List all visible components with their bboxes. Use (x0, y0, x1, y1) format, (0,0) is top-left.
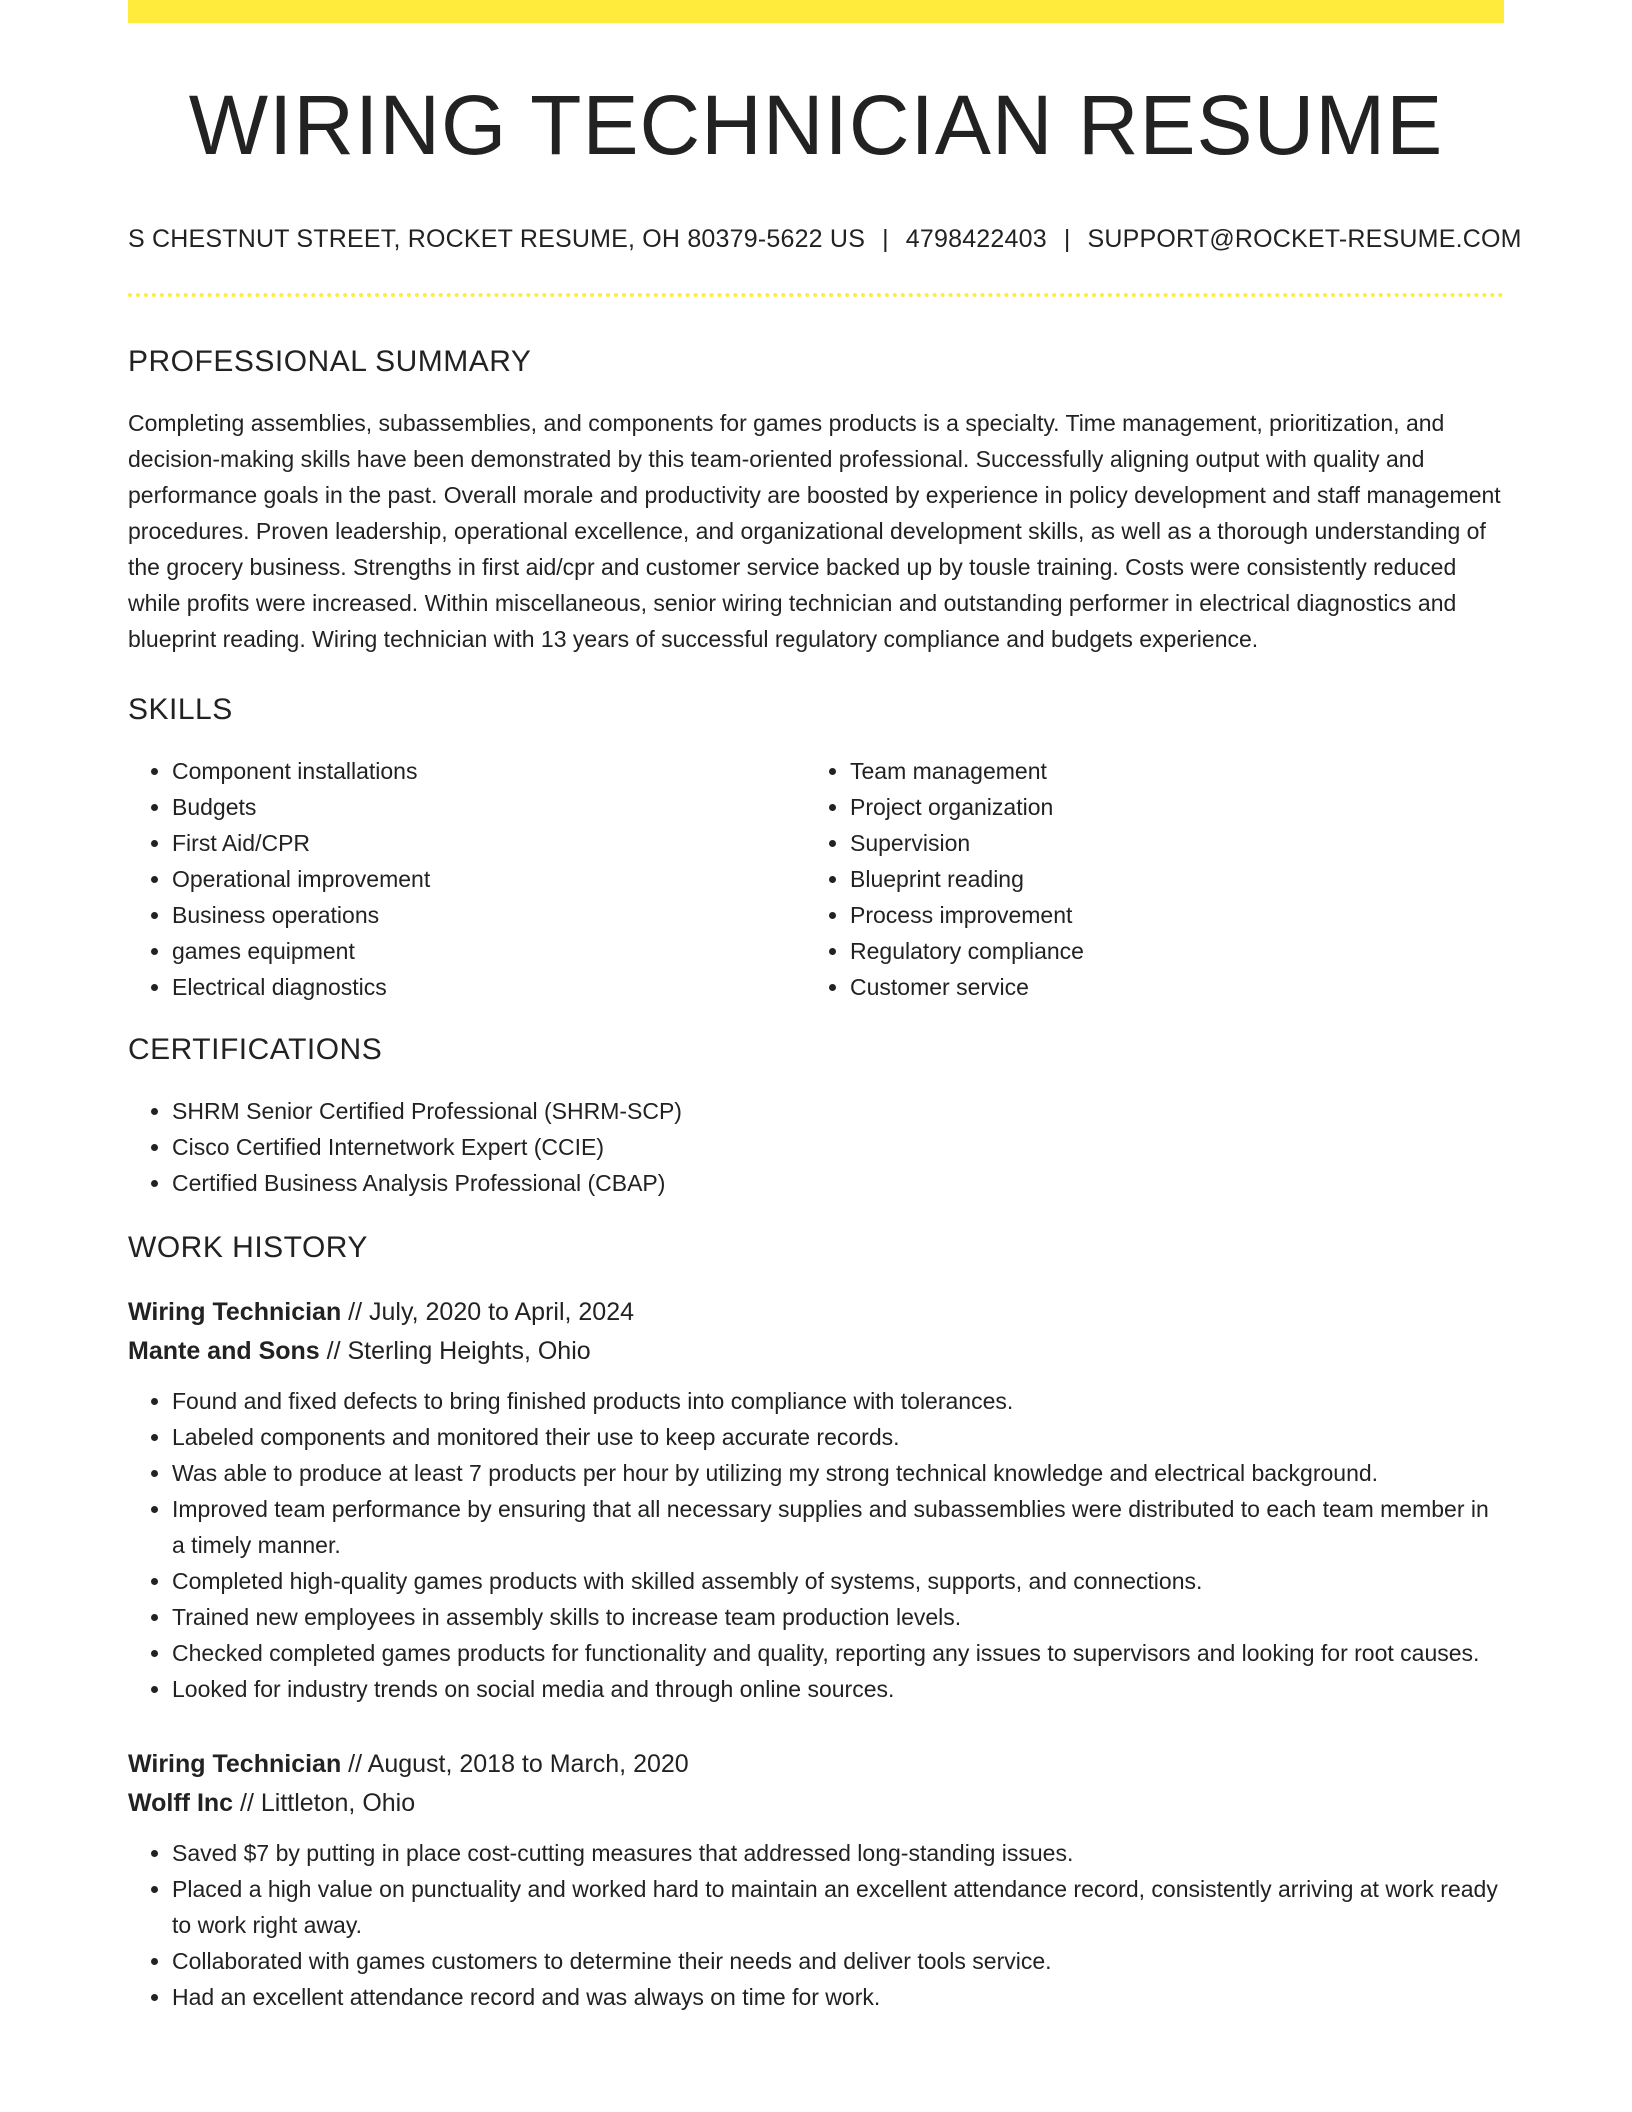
skill-item: • Customer service (850, 969, 1484, 1005)
job-entry (128, 1745, 1504, 2015)
job-role: Wiring Technician (128, 1298, 342, 1326)
contact-separator: | (882, 225, 889, 253)
certification-item: • Certified Business Analysis Professional (CBAP) (172, 1165, 1504, 1201)
job-location: // Sterling Heights, Ohio (319, 1337, 591, 1365)
skill-item: • Budgets (172, 789, 806, 825)
skills-column-left (128, 753, 806, 1005)
job-bullet: • Labeled components and monitored their use to keep accurate records. (172, 1419, 1504, 1455)
work-history-heading: WORK HISTORY (128, 1231, 368, 1264)
job-bullet: • Looked for industry trends on social media and through online sources. (172, 1671, 1504, 1707)
job-company: Mante and Sons (128, 1337, 320, 1365)
skill-item: • Team management (850, 753, 1484, 789)
contact-email: SUPPORT@ROCKET-RESUME.COM (1087, 225, 1522, 253)
job-company: Wolff Inc (128, 1789, 234, 1817)
job-bullet: • Checked completed games products for functionality and quality, reporting any issues to supervisors and looking for root causes. (172, 1635, 1504, 1671)
dotted-divider (128, 293, 1504, 297)
contact-separator: | (1063, 225, 1071, 253)
certifications-list (128, 1093, 1504, 1201)
skill-item: • Operational improvement (172, 861, 806, 897)
skill-item: • Blueprint reading (850, 861, 1484, 897)
skill-item: • Supervision (850, 825, 1484, 861)
resume-page (128, 0, 1522, 2015)
job-location: // Littleton, Ohio (233, 1789, 416, 1817)
skills-list-left (128, 753, 806, 1005)
certifications-heading: CERTIFICATIONS (128, 1033, 383, 1066)
summary-heading: PROFESSIONAL SUMMARY (128, 345, 532, 378)
job-role: Wiring Technician (128, 1750, 342, 1778)
top-accent-bar (128, 0, 1504, 23)
skill-item: • Component installations (172, 753, 806, 789)
skill-item: • games equipment (172, 933, 806, 969)
skill-item: • Electrical diagnostics (172, 969, 806, 1005)
job-company-line (128, 1784, 1504, 1823)
summary-text: Completing assemblies, subassemblies, and components for games products is a specialty. Time management, prioritization, and decision-making skills have been demonstrated by this team-oriented professional. Successfully aligning output with quality and performance goals in the past. Overall morale and productivity are boosted by experience in policy development and staff management procedures. Proven leadership, operational excellence, and organizational development skills, as well as a thorough understanding of the grocery business. Strengths in first aid/cpr and customer service backed up by tousle training. Costs were consistently reduced while profits were increased. Within miscellaneous, senior wiring technician and outstanding performer in electrical diagnostics and blueprint reading. Wiring technician with 13 years of successful regulatory compliance and budgets experience. (128, 410, 1501, 652)
skills-list-right (806, 753, 1484, 1005)
job-bullet: • Found and fixed defects to bring finished products into compliance with tolerances. (172, 1383, 1504, 1419)
certification-item: • SHRM Senior Certified Professional (SHRM-SCP) (172, 1093, 1504, 1129)
job-bullet: • Collaborated with games customers to determine their needs and deliver tools service. (172, 1943, 1504, 1979)
skill-item: • Business operations (172, 897, 806, 933)
job-bullet: • Had an excellent attendance record and was always on time for work. (172, 1979, 1504, 2015)
skills-heading: SKILLS (128, 693, 233, 726)
job-bullets (128, 1383, 1504, 1707)
skill-item: • Regulatory compliance (850, 933, 1484, 969)
skills-grid (128, 753, 1504, 1005)
certification-item: • Cisco Certified Internetwork Expert (CCIE) (172, 1129, 1504, 1165)
job-entry (128, 1293, 1504, 1707)
job-dates: // August, 2018 to March, 2020 (341, 1750, 689, 1778)
skill-item: • Project organization (850, 789, 1484, 825)
job-dates: // July, 2020 to April, 2024 (341, 1298, 635, 1326)
contact-phone: 4798422403 (905, 225, 1047, 253)
skills-column-right (806, 753, 1484, 1005)
resume-title: WIRING TECHNICIAN RESUME (188, 78, 1444, 172)
job-role-line (128, 1293, 1504, 1332)
job-bullet: • Improved team performance by ensuring that all necessary supplies and subassemblies were distributed to each team member in a timely manner. (172, 1491, 1504, 1563)
job-bullets (128, 1835, 1504, 2015)
job-bullet: • Saved $7 by putting in place cost-cutting measures that addressed long-standing issues. (172, 1835, 1504, 1871)
job-bullet: • Completed high-quality games products with skilled assembly of systems, supports, and connections. (172, 1563, 1504, 1599)
contact-address: S CHESTNUT STREET, ROCKET RESUME, OH 80379-5622 US (128, 225, 866, 253)
job-bullet: • Was able to produce at least 7 products per hour by utilizing my strong technical knowledge and electrical background. (172, 1455, 1504, 1491)
contact-line (128, 225, 1522, 254)
job-bullet: • Trained new employees in assembly skills to increase team production levels. (172, 1599, 1504, 1635)
job-role-line (128, 1745, 1504, 1784)
skill-item: • First Aid/CPR (172, 825, 806, 861)
job-bullet: • Placed a high value on punctuality and worked hard to maintain an excellent attendance record, consistently arriving at work ready to work right away. (172, 1871, 1504, 1943)
skill-item: • Process improvement (850, 897, 1484, 933)
job-company-line (128, 1332, 1504, 1371)
